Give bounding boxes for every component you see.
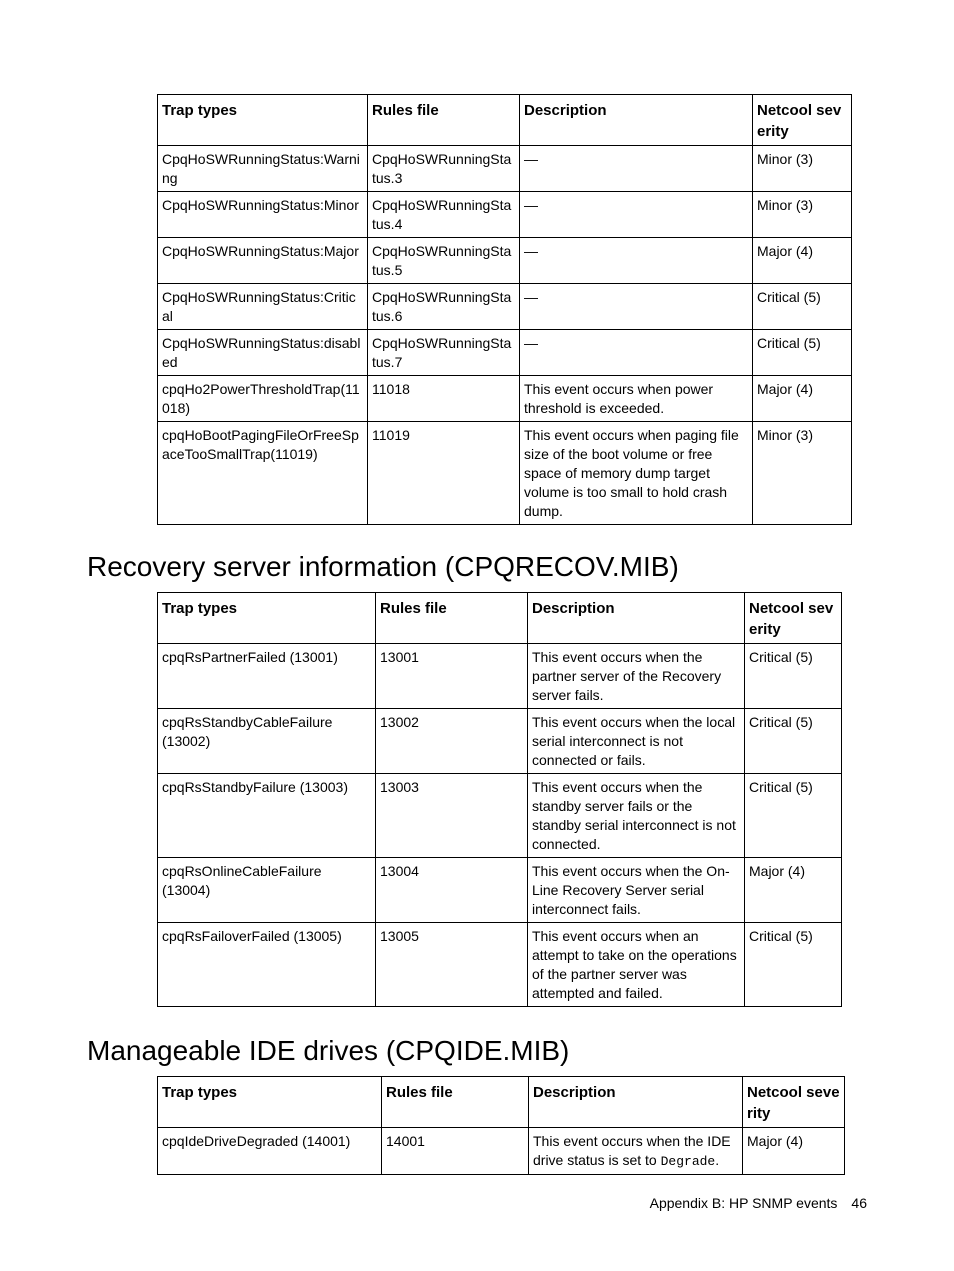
cell-rules-file: 14001 <box>382 1128 529 1175</box>
cell-description: — <box>520 192 753 238</box>
table-row <box>158 709 842 774</box>
header-description: Description <box>529 1077 743 1128</box>
cell-rules-file: 13005 <box>376 923 528 1007</box>
table-row <box>158 923 842 1007</box>
cell-rules-file: CpqHoSWRunningStatus.3 <box>368 146 520 192</box>
description-end: . <box>715 1152 720 1168</box>
table-row <box>158 238 852 284</box>
cell-description: This event occurs when the local serial interconnect is not connected or fails. <box>528 709 745 774</box>
cell-severity: Major (4) <box>743 1128 845 1175</box>
table-row <box>158 774 842 858</box>
cell-trap-type: cpqIdeDriveDegraded (14001) <box>158 1128 382 1175</box>
header-netcool-severity: Netcool severity <box>743 1077 845 1128</box>
section-title-recovery-server: Recovery server information (CPQRECOV.MIB) <box>87 551 679 582</box>
table-row <box>158 330 852 376</box>
cell-description: This event occurs when paging file size of the boot volume or free space of memory dump target volume is too small to hold crash dump. <box>520 422 753 525</box>
header-description: Description <box>528 593 745 644</box>
cell-rules-file: 13001 <box>376 644 528 709</box>
ide-drives-traps-table <box>157 1076 845 1175</box>
header-rules-file: Rules file <box>382 1077 529 1128</box>
table-header-row <box>158 593 842 644</box>
cell-severity: Major (4) <box>745 858 842 923</box>
header-netcool-severity: Netcool severity <box>745 593 842 644</box>
header-trap-types: Trap types <box>158 593 376 644</box>
cell-rules-file: 11019 <box>368 422 520 525</box>
table-row <box>158 192 852 238</box>
description-text: This event occurs when the IDE drive status is set to <box>533 1133 731 1168</box>
cell-rules-file: 13004 <box>376 858 528 923</box>
cell-rules-file: 13003 <box>376 774 528 858</box>
cell-severity: Major (4) <box>753 376 852 422</box>
cell-trap-type: CpqHoSWRunningStatus:Major <box>158 238 368 284</box>
cell-rules-file: CpqHoSWRunningStatus.5 <box>368 238 520 284</box>
cell-rules-file: CpqHoSWRunningStatus.6 <box>368 284 520 330</box>
header-rules-file: Rules file <box>376 593 528 644</box>
section-title-ide-drives: Manageable IDE drives (CPQIDE.MIB) <box>87 1035 570 1066</box>
cell-severity: Major (4) <box>753 238 852 284</box>
footer-label: Appendix B: HP SNMP events <box>649 1195 838 1211</box>
cell-severity: Critical (5) <box>745 923 842 1007</box>
table-row <box>158 1128 845 1175</box>
page-footer <box>650 1195 867 1211</box>
header-trap-types: Trap types <box>158 95 368 146</box>
cell-trap-type: cpqHoBootPagingFileOrFreeSpaceTooSmallTrap(11019) <box>158 422 368 525</box>
header-rules-file: Rules file <box>368 95 520 146</box>
table-row <box>158 146 852 192</box>
cell-trap-type: cpqRsPartnerFailed (13001) <box>158 644 376 709</box>
cell-severity: Critical (5) <box>753 330 852 376</box>
table-row <box>158 644 842 709</box>
cell-description: This event occurs when the partner server of the Recovery server fails. <box>528 644 745 709</box>
table-row <box>158 376 852 422</box>
cell-rules-file: CpqHoSWRunningStatus.4 <box>368 192 520 238</box>
table-header-row <box>158 95 852 146</box>
cell-severity: Minor (3) <box>753 146 852 192</box>
cell-trap-type: cpqRsStandbyFailure (13003) <box>158 774 376 858</box>
header-netcool-severity: Netcool severity <box>753 95 852 146</box>
cell-severity: Critical (5) <box>753 284 852 330</box>
cell-rules-file: 11018 <box>368 376 520 422</box>
cell-severity: Critical (5) <box>745 774 842 858</box>
header-description: Description <box>520 95 753 146</box>
cell-trap-type: CpqHoSWRunningStatus:Warning <box>158 146 368 192</box>
cell-severity: Minor (3) <box>753 422 852 525</box>
cell-trap-type: cpqHo2PowerThresholdTrap(11018) <box>158 376 368 422</box>
cell-description: — <box>520 146 753 192</box>
status-code-text: Degrade <box>660 1154 716 1169</box>
cell-description: This event occurs when the On-Line Recovery Server serial interconnect fails. <box>528 858 745 923</box>
cell-rules-file: 13002 <box>376 709 528 774</box>
cell-rules-file: CpqHoSWRunningStatus.7 <box>368 330 520 376</box>
header-trap-types: Trap types <box>158 1077 382 1128</box>
cell-description: — <box>520 330 753 376</box>
cell-severity: Minor (3) <box>753 192 852 238</box>
page-number: 46 <box>851 1195 867 1211</box>
cell-severity: Critical (5) <box>745 709 842 774</box>
cell-description: This event occurs when the standby server fails or the standby serial interconnect is not connected. <box>528 774 745 858</box>
cell-description: — <box>520 238 753 284</box>
cell-description: This event occurs when an attempt to take on the operations of the partner server was attempted and failed. <box>528 923 745 1007</box>
cell-description <box>529 1128 743 1175</box>
table-row <box>158 858 842 923</box>
cell-trap-type: cpqRsOnlineCableFailure (13004) <box>158 858 376 923</box>
cell-trap-type: CpqHoSWRunningStatus:disabled <box>158 330 368 376</box>
cell-description: This event occurs when power threshold is exceeded. <box>520 376 753 422</box>
recovery-server-traps-table <box>157 592 842 1007</box>
traps-table-continued <box>157 94 852 525</box>
table-row <box>158 284 852 330</box>
cell-trap-type: CpqHoSWRunningStatus:Critical <box>158 284 368 330</box>
cell-trap-type: CpqHoSWRunningStatus:Minor <box>158 192 368 238</box>
table-header-row <box>158 1077 845 1128</box>
table-row <box>158 422 852 525</box>
cell-trap-type: cpqRsFailoverFailed (13005) <box>158 923 376 1007</box>
cell-trap-type: cpqRsStandbyCableFailure (13002) <box>158 709 376 774</box>
cell-severity: Critical (5) <box>745 644 842 709</box>
cell-description: — <box>520 284 753 330</box>
